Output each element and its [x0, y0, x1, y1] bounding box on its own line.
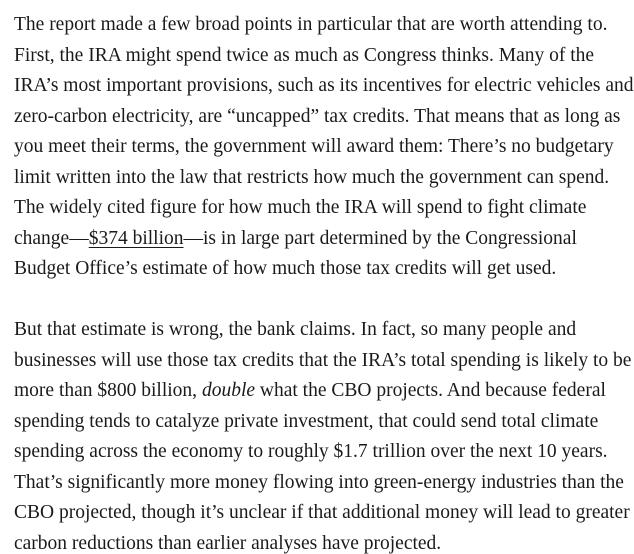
text-segment: what the CBO projects. And because federal: [255, 380, 606, 401]
text-line: CBO projected, though it’s unclear if that additional money will lead to greater: [14, 502, 630, 523]
text-line: The widely cited figure for how much the IRA will spend to fight climate: [14, 197, 587, 218]
text-line: businesses will use those tax credits that the IRA’s total spending is likely to be: [14, 350, 632, 371]
text-line: [14, 381, 606, 401]
text-line: spending across the economy to roughly $1.7 trillion over the next 10 years.: [14, 441, 608, 462]
text-line: First, the IRA might spend twice as much as Congress thinks. Many of the: [14, 45, 595, 66]
text-line: zero-carbon electricity, are “uncapped” tax credits. That means that as long as: [14, 106, 621, 127]
text-line: [14, 229, 577, 249]
spending-figure-link[interactable]: $374 billion: [88, 228, 184, 249]
text-line: IRA’s most important provisions, such as its incentives for electric vehicles and: [14, 75, 634, 96]
text-line: But that estimate is wrong, the bank claims. In fact, so many people and: [14, 319, 577, 340]
text-segment: —is in large part determined by the Congressional: [183, 228, 577, 249]
text-line: you meet their terms, the government will award them: There’s no budgetary: [14, 136, 614, 157]
text-line: Budget Office’s estimate of how much those tax credits will get used.: [14, 258, 557, 279]
text-line: carbon reductions than earlier analyses have projected.: [14, 533, 442, 554]
text-segment: change—: [14, 228, 89, 249]
emphasis-text: double: [201, 380, 256, 401]
text-segment: more than $800 billion,: [14, 380, 202, 401]
text-line: That’s significantly more money flowing into green-energy industries than the: [14, 472, 624, 493]
text-line: The report made a few broad points in particular that are worth attending to.: [14, 14, 608, 35]
text-line: spending tends to catalyze private investment, that could send total climate: [14, 411, 599, 432]
text-line: limit written into the law that restricts how much the government can spend.: [14, 167, 610, 188]
